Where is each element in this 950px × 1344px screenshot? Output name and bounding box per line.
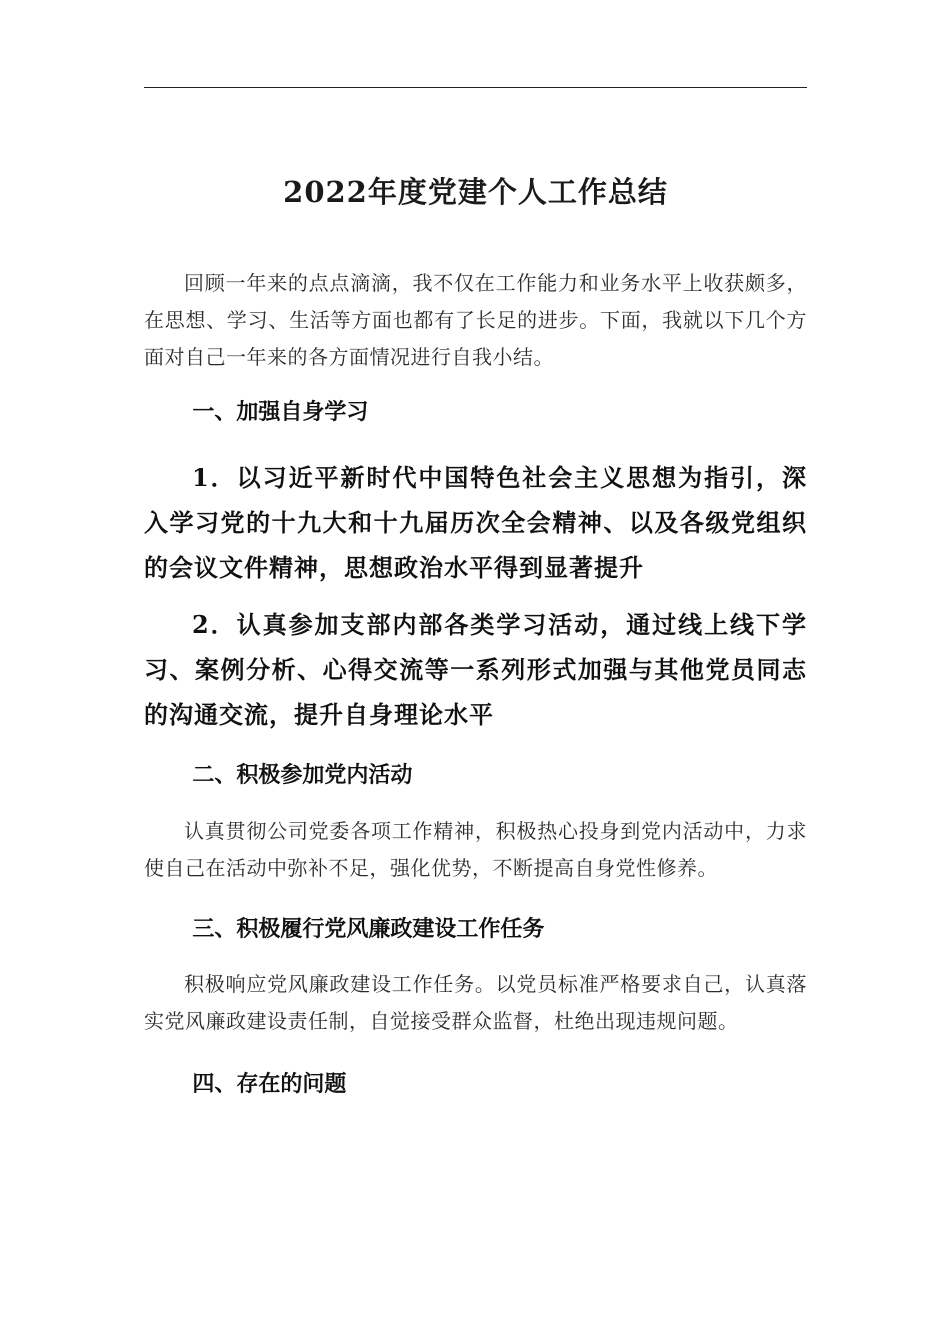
section-2-paragraph: 认真贯彻公司党委各项工作精神，积极热心投身到党内活动中，力求使自己在活动中弥补不足，强化优势，不断提高自身党性修养。 (144, 819, 807, 880)
document-title: 2022年度党建个人工作总结 (283, 175, 668, 209)
header-rule (144, 87, 807, 88)
section-1-item-1: 1．以习近平新时代中国特色社会主义思想为指引，深入学习党的十九大和十九届历次全会精神、以及各级党组织的会议文件精神，思想政治水平得到显著提升 (144, 463, 807, 582)
section-3-paragraph: 积极响应党风廉政建设工作任务。以党员标准严格要求自己，认真落实党风廉政建设责任制，自觉接受群众监督，杜绝出现违规问题。 (144, 972, 807, 1033)
intro-paragraph: 回顾一年来的点点滴滴，我不仅在工作能力和业务水平上收获颇多，在思想、学习、生活等方面也都有了长足的进步。下面，我就以下几个方面对自己一年来的各方面情况进行自我小结。 (144, 271, 807, 369)
section-1-item-2: 2．认真参加支部内部各类学习活动，通过线上线下学习、案例分析、心得交流等一系列形式加强与其他党员同志的沟通交流，提升自身理论水平 (144, 610, 807, 729)
section-heading-1: 一、加强自身学习 (192, 400, 369, 425)
section-heading-2: 二、积极参加党内活动 (192, 763, 413, 788)
section-heading-4: 四、存在的问题 (192, 1072, 347, 1097)
section-heading-3: 三、积极履行党风廉政建设工作任务 (192, 917, 545, 942)
document-body (144, 265, 807, 1100)
